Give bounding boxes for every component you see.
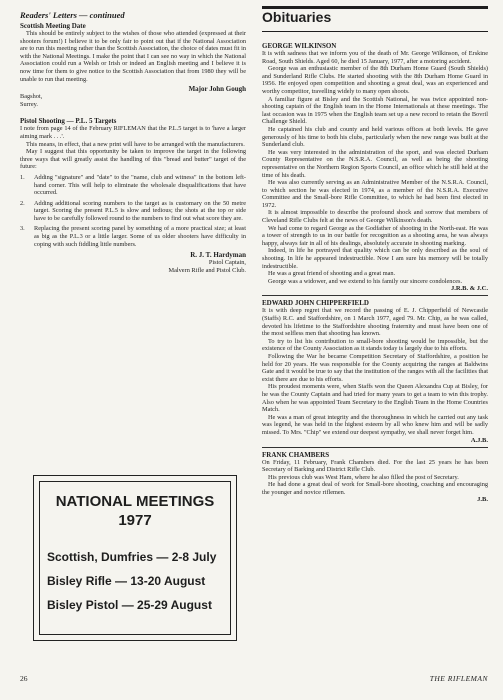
advert-title-line2: 1977 xyxy=(118,512,152,529)
letter2-address-line1: Pistol Captain, xyxy=(208,259,246,267)
obituary-paragraph: It is with deep regret that we record the passing of E. J. Chipperfield of Newcastle (Staffs) R.C. and Staffordshire, on 1 March 1977, aged 79. Mr. Chip, as he was called, devoted his lifetime to the Staffordshire shooting fraternity and must have been one of the most selfless men that shooting has known. xyxy=(262,307,488,338)
obituary-paragraph: To try to list his contribution to small-bore shooting would be impossible, but the existence of the County Association as it stands today is largely due to his efforts. xyxy=(262,337,488,353)
page-number: 26 xyxy=(20,674,28,683)
obituary-name: GEORGE WILKINSON xyxy=(262,42,337,50)
readers-letters-column xyxy=(20,22,246,274)
advert-line-scottish: Scottish, Dumfries — 2-8 July xyxy=(47,550,217,564)
obituary-paragraph: George was a widower, and we extend to his family our sincere condolences. xyxy=(268,277,463,285)
obituary-initials: J.B. xyxy=(477,496,488,504)
advert-line-bisley-pistol: Bisley Pistol — 25-29 August xyxy=(47,598,212,612)
obituary-name: EDWARD JOHN CHIPPERFIELD xyxy=(262,299,369,308)
letter2-heading: Pistol Shooting — P.L. 5 Targets xyxy=(20,117,117,126)
obituary-paragraph: He had done a great deal of work for Small-bore shooting, coaching and encouraging the younger and novice riflemen. xyxy=(262,481,488,496)
obituary-paragraph: He captained his club and county and held various offices at both levels. He gave generously of his time to both his clubs, particularly when the new range was built at the Sunderland club. xyxy=(262,125,488,149)
advert-line-bisley-rifle: Bisley Rifle — 13-20 August xyxy=(47,574,206,588)
obituary-paragraph: His previous club was West Ham, where he also filled the post of Secretary. xyxy=(268,473,459,481)
obituary-paragraph: A familiar figure at Bisley and the Scottish National, he was twice appointed non-shooting captain of the English team in the Home Internationals at these meetings. The last occasion was in 1975 when the English team set up a new record to retain the Bovril Challenge Shield. xyxy=(262,95,488,126)
letter1-signature: Major John Gough xyxy=(188,85,246,94)
obituary-paragraph: It is with sadness that we inform you of the death of Mr. George Wilkinson, of Erskine Road, South Shields. Aged 60, he died 15 January, 1977, after a motoring accident. xyxy=(262,50,488,65)
obituary-paragraph: We had come to regard George as the Godfather of shooting in the North-east. He was a tower of strength to us in our battle for recognition as a shooting area, he was always happy, always fair in all of his dealings, absolutely accurate in shooting marking. xyxy=(262,224,488,247)
divider xyxy=(262,447,488,448)
obituary-paragraph: His proudest moments were, when Staffs won the Queen Alexandra Cup at Bisley, for he was the County Captain and had tried for many years to get a team to win this trophy. Also when he was appointed Team Secretary to the English Team in the Home Countries Match. xyxy=(262,383,488,414)
divider xyxy=(262,295,488,296)
letter2-para1: I note from page 14 of the February RIFLEMAN that the P.L.5 target is to 'have a larger aiming mark . . .'. xyxy=(20,125,246,140)
obituary-paragraph: He was a man of great integrity and the thoroughness in which he carried out any task was legend, he was held in the highest esteem by all who knew him and will be sadly missed. To Mrs. "Chip" we extend our deepest sympathy, we shall never forget him. xyxy=(262,413,488,436)
letter1-heading: Scottish Meeting Date xyxy=(20,22,86,30)
obituary-paragraph: George was an enthusiastic member of the 8th Durham Home Guard (South Shields) and Sunderland Rifle Clubs. He started shooting with the 8th Durham Home Guard in 1956. He enjoyed open competition and shooting a great deal, was an experienced and worthy competitor, travelling widely to many open shoots. xyxy=(262,65,488,95)
obituary-paragraph: He was also currently serving as an Administrative Member of the N.S.R.A. Council, to which section he was elected in 1974, as a member of the N.S.R.A. Executive Committee and the Small-bore Rifle Committee, to which he had been first elected in 1972. xyxy=(262,179,488,209)
obituaries-column xyxy=(262,42,488,503)
obituary-name: FRANK CHAMBERS xyxy=(262,450,330,459)
letter2-para2: This means, in effect, that a new print will have to be arranged with the manufacturers. xyxy=(26,140,245,148)
advert-title-line1: NATIONAL MEETINGS xyxy=(55,493,215,510)
letter1-body: This should be entirely subject to the wishes of those who attended (expressed at their shooters forum!) I believe it to be only fair to point out that if the National Association are to run this meeting rather than the Scottish Association, the choice of dates must fit in with the National Meetings. I make the point that I can see no way in which the National Association could run a Welsh or Irish or indeed an English meeting and I believe it is now time for them to give notice to the Scottish Association that from 1980 they will be unable to run that meeting. xyxy=(20,30,246,83)
readers-letters-title: Readers' Letters — continued xyxy=(20,10,125,20)
obituary-paragraph: On Friday, 11 February, Frank Chambers died. For the last 25 years he has been Secretary of Barking and District Rifle Club. xyxy=(262,458,488,474)
obituary-paragraph: He was very interested in the administration of the sport, and was elected Durham County Representative on the N.S.R.A. Council, as well as being the shooting representative on the Northern Region Sports Council, an office which he still held at the time of his death. xyxy=(262,148,488,179)
letter1-address-line1: Bagshot, xyxy=(20,93,43,101)
letter1-address-line2: Surrey. xyxy=(20,100,38,108)
letter2-signature: R. J. T. Hardyman xyxy=(190,251,246,260)
obituary-paragraph: He was a great friend of shooting and a great man. xyxy=(268,270,396,278)
obituary-paragraph: Following the War he became Competition Secretary of Staffordshire, a position he held for 20 years. He was responsible for the County acquiring the ranges at Baldwins Gate and it would be true to say that the institution of the ranges with all the facilities that exist there are due to his efforts. xyxy=(262,352,488,383)
list-item: 1. Adding "signature" and "date" to the "name, club and witness" in the bottom left-hand corner. This will help to eliminate the wholesale disqualifications that have occurred. xyxy=(20,173,246,197)
letter2-list xyxy=(20,174,246,248)
obituary-initials: J.R.B. & J.C. xyxy=(450,285,488,293)
letter2-address-line2: Malvern Rifle and Pistol Club. xyxy=(168,266,246,274)
list-item: 3. Replacing the present scoring panel by something of a more practical size; at least as big as the P.L.3 or a little larger. Some of us older shooters have difficulty in coping with such fiddling little numbers. xyxy=(20,225,246,248)
obituary-paragraph: It is almost impossible to describe the profound shock and sorrow that members of Cleveland Rifle Clubs felt at the news of George Wilkinson's death. xyxy=(262,209,488,225)
footer-magazine-title: THE RIFLEMAN xyxy=(429,674,488,683)
list-item: 2. Adding additional scoring numbers to the target as is customary on the 50 metre target. Scoring the present P.L.5 is slow and tedious; the shots at the top or side have to be carefully followed round to the numbers to find out what score they are. xyxy=(20,199,246,222)
obituary-paragraph: Indeed, in life he portrayed that quality which can be only described as the soul of shooting. In life he appeared indestructible. Now I am sure his memory will be totally indestructible. xyxy=(262,247,488,270)
obituaries-title: Obituaries xyxy=(262,9,332,25)
national-meetings-advert xyxy=(33,475,237,641)
obituary-initials: A.J.B. xyxy=(470,436,488,444)
letter2-para3: May I suggest that this opportunity be taken to improve the target in the following three ways that will greatly assist the handling of this "bread and butter" target of the future: xyxy=(20,148,246,171)
